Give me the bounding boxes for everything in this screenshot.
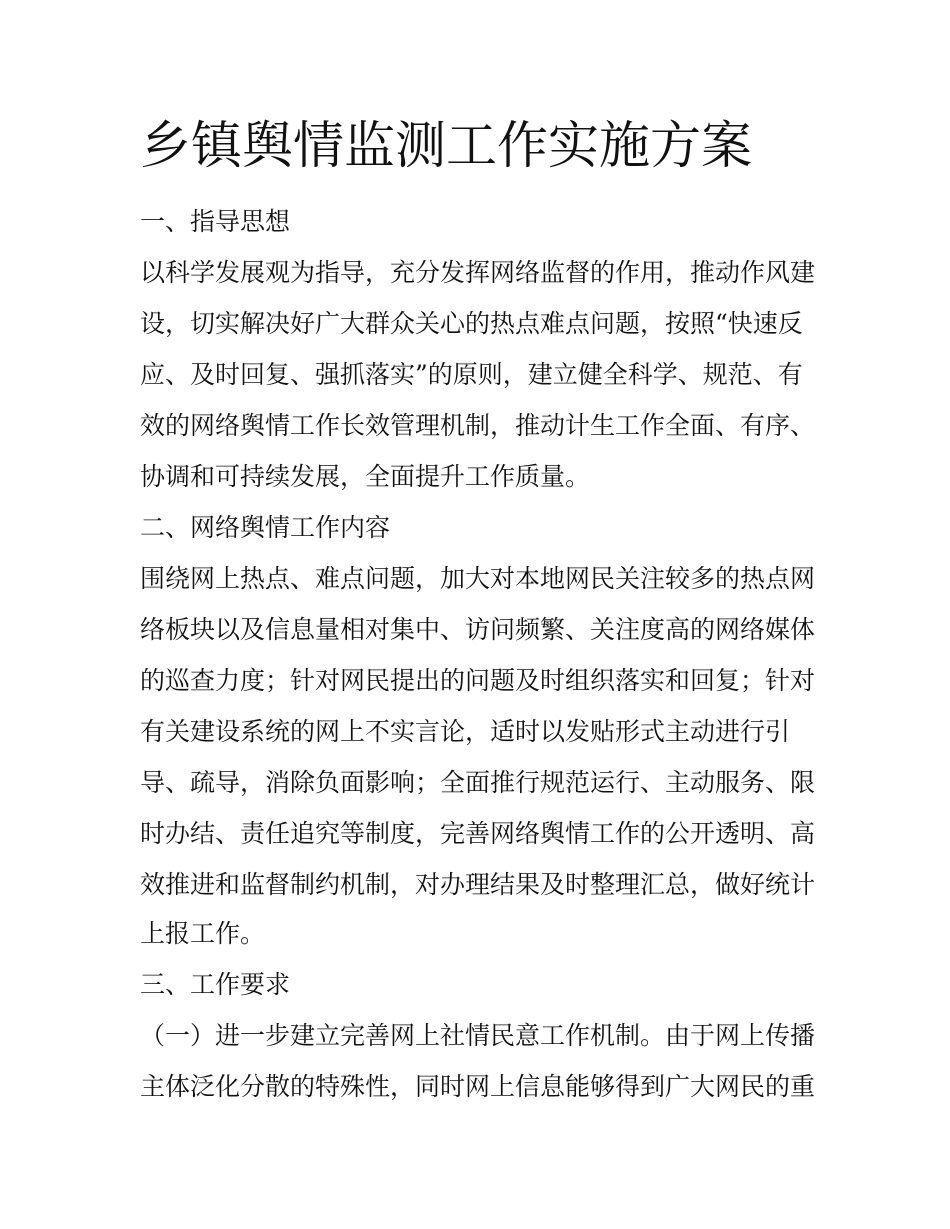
paragraph-line: 以科学发展观为指导，充分发挥网络监督的作用，推动作风建 [140,258,816,287]
section-heading-work-content: 二、网络舆情工作内容 [140,513,391,542]
paragraph-line: 的巡查力度；针对网民提出的问题及时组织落实和回复；针对 [140,666,816,695]
paragraph-line: 协调和可持续发展，全面提升工作质量。 [140,462,591,491]
paragraph-line: 导、疏导，消除负面影响；全面推行规范运行、主动服务、限 [140,768,816,797]
paragraph-line: 主体泛化分散的特殊性，同时网上信息能够得到广大网民的重 [140,1072,816,1101]
paragraph-line: 有关建设系统的网上不实言论，适时以发贴形式主动进行引 [140,717,791,746]
paragraph-line: 设，切实解决好广大群众关心的热点难点问题，按照“快速反 [140,309,803,338]
paragraph-line: 络板块以及信息量相对集中、访问频繁、关注度高的网络媒体 [140,615,816,644]
paragraph-line: （一）进一步建立完善网上社情民意工作机制。由于网上传播 [140,1021,816,1050]
paragraph-line: 效的网络舆情工作长效管理机制，推动计生工作全面、有序、 [140,411,816,440]
paragraph-line: 效推进和监督制约机制，对办理结果及时整理汇总，做好统计 [140,870,816,899]
paragraph-line: 上报工作。 [140,919,266,948]
section-heading-guiding-thought: 一、指导思想 [140,207,291,236]
paragraph-line: 应、及时回复、强抓落实”的原则，建立健全科学、规范、有 [140,360,803,389]
paragraph-line: 围绕网上热点、难点问题，加大对本地网民关注较多的热点网 [140,564,816,593]
document-title: 乡镇舆情监测工作实施方案 [140,117,753,176]
paragraph-line: 时办结、责任追究等制度，完善网络舆情工作的公开透明、高 [140,819,816,848]
section-heading-work-requirements: 三、工作要求 [140,970,291,999]
